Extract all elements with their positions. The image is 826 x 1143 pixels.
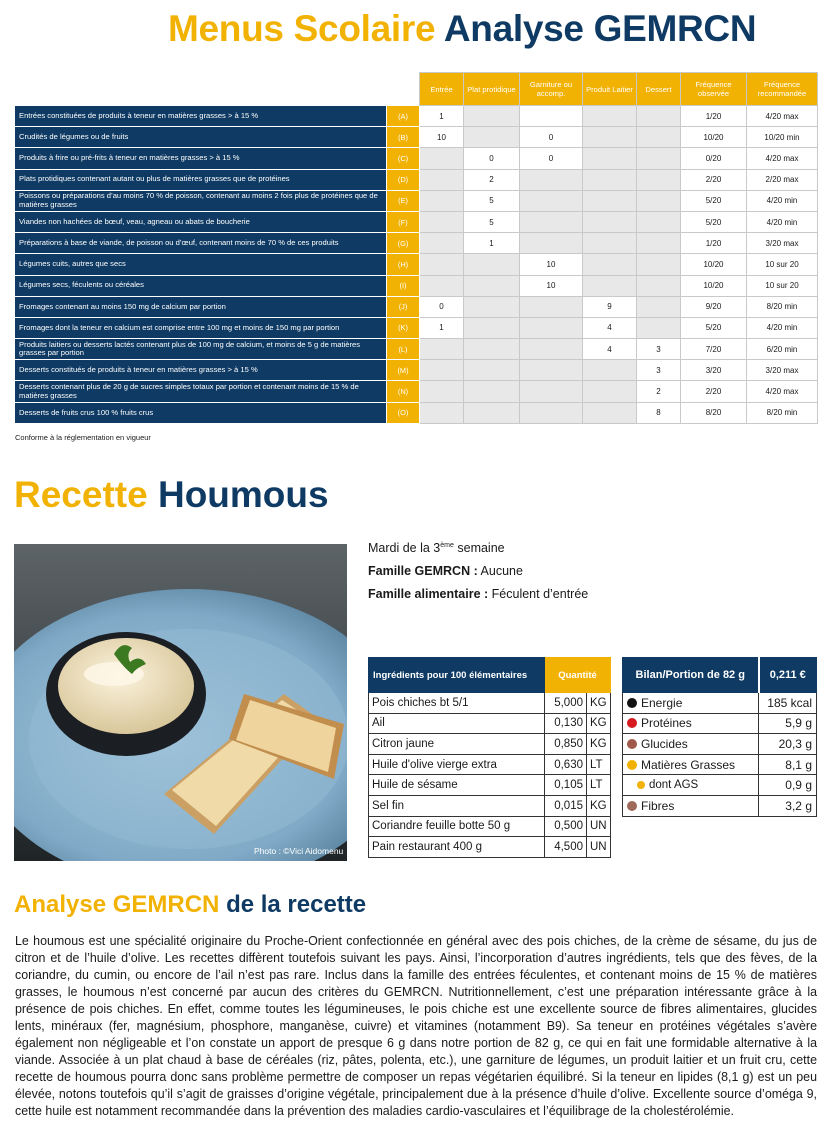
criterion-label: Poissons ou préparations d’au moins 70 % de poisson, contenant au moins 2 fois plus de protéines que de matières grasses — [15, 190, 387, 211]
cell-garniture — [520, 402, 583, 423]
criterion-code: (F) — [387, 211, 420, 232]
ingredient-name: Ail — [369, 713, 545, 734]
criterion-code: (D) — [387, 169, 420, 190]
cell-observee: 5/20 — [681, 190, 747, 211]
bullet-icon — [627, 760, 637, 770]
cell-garniture — [520, 317, 583, 338]
cell-observee: 1/20 — [681, 233, 747, 254]
bilan-nutrient — [623, 795, 759, 816]
cell-observee: 3/20 — [681, 360, 747, 381]
cell-observee: 8/20 — [681, 402, 747, 423]
ingredient-row — [369, 837, 611, 858]
bilan-row — [623, 693, 817, 714]
cell-recommandee: 6/20 min — [747, 339, 818, 360]
gemrcn-row — [15, 148, 818, 169]
header-entree: Entrée — [420, 73, 464, 106]
cell-dessert: 3 — [637, 360, 681, 381]
cell-dessert — [637, 169, 681, 190]
bilan-value: 5,9 g — [759, 713, 817, 734]
ingredient-qty: 4,500 — [545, 837, 587, 858]
cell-garniture — [520, 233, 583, 254]
cell-recommandee: 4/20 min — [747, 317, 818, 338]
criterion-label: Plats protidiques contenant autant ou plus de matières grasses que de protéines — [15, 169, 387, 190]
ingredients-table — [368, 657, 611, 858]
gemrcn-row — [15, 254, 818, 275]
cell-plat: 0 — [464, 148, 520, 169]
bilan-table — [622, 657, 817, 817]
title-part-1: Menus Scolaire — [168, 8, 436, 49]
cell-recommandee: 8/20 min — [747, 296, 818, 317]
ingredient-row — [369, 816, 611, 837]
ingredients-header-row — [369, 658, 611, 693]
bilan-row — [623, 713, 817, 734]
ingredient-name: Huile de sésame — [369, 775, 545, 796]
header-dessert: Dessert — [637, 73, 681, 106]
bilan-nutrient-label: Protéines — [641, 716, 692, 731]
ingredient-qty: 0,850 — [545, 734, 587, 755]
bilan-nutrient — [623, 693, 759, 714]
cell-recommandee: 3/20 max — [747, 360, 818, 381]
ingredients-header-qty: Quantité — [545, 658, 611, 693]
cell-entree — [420, 233, 464, 254]
cell-observee: 9/20 — [681, 296, 747, 317]
bilan-row — [623, 734, 817, 755]
cell-laitier — [583, 148, 637, 169]
criterion-label: Produits laitiers ou desserts lactés contenant plus de 100 mg de calcium, et moins de 5 g de matières grasses par portion — [15, 339, 387, 360]
cell-recommandee: 10 sur 20 — [747, 275, 818, 296]
cell-plat — [464, 275, 520, 296]
criterion-label: Crudités de légumes ou de fruits — [15, 127, 387, 148]
ingredient-name: Citron jaune — [369, 734, 545, 755]
cell-entree — [420, 402, 464, 423]
ingredients-header-name: Ingrédients pour 100 élémentaires — [369, 658, 545, 693]
cell-dessert — [637, 190, 681, 211]
cell-plat — [464, 381, 520, 402]
cell-dessert: 2 — [637, 381, 681, 402]
cell-recommandee: 4/20 min — [747, 190, 818, 211]
cell-entree — [420, 381, 464, 402]
cell-garniture — [520, 190, 583, 211]
gemrcn-row — [15, 169, 818, 190]
cell-entree — [420, 275, 464, 296]
recipe-title-part-1: Recette — [14, 474, 148, 515]
bilan-body — [623, 693, 817, 817]
recipe-photo — [14, 544, 347, 861]
criterion-code: (E) — [387, 190, 420, 211]
ingredient-unit: UN — [587, 816, 611, 837]
bullet-icon — [627, 698, 637, 708]
ingredient-row — [369, 734, 611, 755]
page-title — [168, 8, 756, 50]
bilan-row — [623, 754, 817, 775]
bilan-nutrient — [623, 713, 759, 734]
recipe-title-part-2: Houmous — [157, 474, 329, 515]
bilan-header-row — [623, 658, 817, 693]
cell-plat — [464, 127, 520, 148]
gemrcn-row — [15, 190, 818, 211]
cell-recommandee: 4/20 max — [747, 148, 818, 169]
cell-laitier — [583, 106, 637, 127]
bilan-nutrient-label: Matières Grasses — [641, 757, 736, 772]
bullet-icon — [637, 781, 645, 789]
criterion-code: (K) — [387, 317, 420, 338]
day-prefix: Mardi de la 3 — [368, 541, 441, 555]
header-blank — [15, 73, 387, 106]
analyse-paragraph: Le houmous est une spécialité originaire du Proche-Orient confectionnée en général avec des pois chiches, de la crème de sésame, du jus de citron et de l’huile d’olive. Les recettes diffèrent toutefois suivant les pays. Ainsi, l’incorporation d’autres ingrédients, tels que des fèves, de la coriandre, du cumin, ou encore de l’ail n’est pas rare. Inclus dans la famille des entrées féculentes, et contenant moins de 15 % de matières grasses, le houmous n’est concerné par aucun des critères du GEMRCN. Nutritionnellement, c’est une préparation intéressante grâce à la présence de pois chiches. En effet, comme toutes les légumineuses, le pois chiche est une excellente source de fibres alimentaires, glucides lents, minéraux (fer, magnésium, phosphore, manganèse, cuivre) et vitamines (notamment B9). Sa teneur en protéines végétales s’avère également non négligeable et l’on constate un apport de presque 6 g dans notre portion de 82 g, ce qui en fait une formidable alternative à la viande. Associée à un plat chaud à base de céréales (riz, pâtes, polenta, etc.), une garniture de légumes, un produit laitier et un fruit cru, cette recette de houmous pourra donc sans problème permettre de composer un repas végétarien équilibré. Si la teneur en lipides (8,1 g) est un peu élevée, notons toutefois qu’il s’agit de graisses d’origine végétale, principalement due à la présence d’huile d’olive. Excellente source d’oméga 9, cette huile est notamment recommandée dans la prévention des maladies cardio-vasculaires et l’équilibrage de la cholestérolémie. — [15, 934, 817, 1118]
cell-entree: 0 — [420, 296, 464, 317]
criterion-label: Desserts contenant plus de 20 g de sucres simples totaux par portion et contenant moins de 15 % de matières grasses — [15, 381, 387, 402]
cell-plat: 1 — [464, 233, 520, 254]
cell-observee: 5/20 — [681, 211, 747, 232]
cell-plat — [464, 296, 520, 317]
analyse-title — [14, 891, 366, 919]
cell-recommandee: 2/20 max — [747, 169, 818, 190]
houmous-dish-illustration — [14, 544, 347, 861]
cell-plat: 5 — [464, 211, 520, 232]
bilan-nutrient — [623, 754, 759, 775]
criterion-label: Entrées constituées de produits à teneur en matières grasses > à 15 % — [15, 106, 387, 127]
bilan-nutrient — [623, 734, 759, 755]
cell-laitier — [583, 360, 637, 381]
recipe-day — [368, 541, 505, 555]
cell-dessert — [637, 148, 681, 169]
cell-observee: 10/20 — [681, 254, 747, 275]
cell-garniture — [520, 296, 583, 317]
cell-dessert: 3 — [637, 339, 681, 360]
criterion-code: (H) — [387, 254, 420, 275]
ingredient-row — [369, 693, 611, 714]
bilan-nutrient-label: Fibres — [641, 798, 675, 813]
cell-plat — [464, 360, 520, 381]
cell-laitier: 4 — [583, 317, 637, 338]
cell-plat — [464, 339, 520, 360]
cell-dessert — [637, 233, 681, 254]
ingredient-unit: UN — [587, 837, 611, 858]
ingredient-qty: 0,130 — [545, 713, 587, 734]
bilan-value: 185 kcal — [759, 693, 817, 714]
bullet-icon — [627, 739, 637, 749]
cell-entree — [420, 339, 464, 360]
gemrcn-row — [15, 360, 818, 381]
gemrcn-body — [15, 106, 818, 424]
famille-gemrcn-value: Aucune — [477, 564, 523, 578]
famille-alim-label: Famille alimentaire : — [368, 587, 489, 601]
recipe-title — [14, 474, 329, 516]
bilan-value: 20,3 g — [759, 734, 817, 755]
photo-credit: Photo : ©Vici Aidomenu — [254, 846, 344, 856]
famille-alimentaire — [368, 587, 588, 601]
cell-entree — [420, 254, 464, 275]
bilan-row — [623, 775, 817, 796]
cell-observee: 2/20 — [681, 381, 747, 402]
cell-observee: 10/20 — [681, 275, 747, 296]
ingredient-row — [369, 754, 611, 775]
bilan-value: 8,1 g — [759, 754, 817, 775]
cell-recommandee: 4/20 max — [747, 381, 818, 402]
cell-laitier — [583, 402, 637, 423]
criterion-label: Viandes non hachées de bœuf, veau, agneau ou abats de boucherie — [15, 211, 387, 232]
cell-laitier — [583, 169, 637, 190]
criterion-label: Desserts de fruits crus 100 % fruits crus — [15, 402, 387, 423]
cell-recommandee: 4/20 max — [747, 106, 818, 127]
header-freq-recommandee: Fréquence recommandée — [747, 73, 818, 106]
conformity-note: Conforme à la réglementation en vigueur — [15, 433, 151, 442]
gemrcn-table — [14, 72, 818, 424]
cell-garniture: 10 — [520, 275, 583, 296]
criterion-label: Légumes secs, féculents ou céréales — [15, 275, 387, 296]
cell-laitier: 4 — [583, 339, 637, 360]
ingredient-unit: KG — [587, 713, 611, 734]
gemrcn-row — [15, 339, 818, 360]
criterion-code: (J) — [387, 296, 420, 317]
cell-laitier — [583, 233, 637, 254]
ingredient-qty: 0,105 — [545, 775, 587, 796]
header-plat: Plat protidique — [464, 73, 520, 106]
ingredient-unit: KG — [587, 795, 611, 816]
cell-entree — [420, 169, 464, 190]
ingredient-qty: 0,015 — [545, 795, 587, 816]
bilan-header-price: 0,211 € — [759, 658, 817, 693]
cell-recommandee: 10/20 min — [747, 127, 818, 148]
cell-dessert — [637, 211, 681, 232]
cell-garniture — [520, 360, 583, 381]
cell-plat: 2 — [464, 169, 520, 190]
ingredient-name: Sel fin — [369, 795, 545, 816]
bilan-nutrient-label: Energie — [641, 695, 683, 710]
gemrcn-row — [15, 296, 818, 317]
cell-observee: 7/20 — [681, 339, 747, 360]
cell-dessert — [637, 275, 681, 296]
criterion-code: (A) — [387, 106, 420, 127]
bilan-nutrient-label: Glucides — [641, 736, 688, 751]
ingredient-row — [369, 713, 611, 734]
gemrcn-row — [15, 381, 818, 402]
criterion-code: (O) — [387, 402, 420, 423]
cell-dessert — [637, 106, 681, 127]
cell-observee: 1/20 — [681, 106, 747, 127]
famille-alim-value: Féculent d’entrée — [488, 587, 589, 601]
bilan-nutrient-label: dont AGS — [649, 779, 699, 792]
ingredient-name: Pain restaurant 400 g — [369, 837, 545, 858]
cell-dessert — [637, 317, 681, 338]
cell-garniture — [520, 106, 583, 127]
criterion-code: (I) — [387, 275, 420, 296]
cell-recommandee: 4/20 min — [747, 211, 818, 232]
title-part-2: Analyse GEMRCN — [443, 8, 757, 49]
criterion-label: Préparations à base de viande, de poisson ou d’œuf, contenant moins de 70 % de ces produits — [15, 233, 387, 254]
cell-laitier — [583, 190, 637, 211]
ingredient-unit: LT — [587, 754, 611, 775]
ingredient-row — [369, 775, 611, 796]
criterion-label: Fromages contenant au moins 150 mg de calcium par portion — [15, 296, 387, 317]
cell-dessert: 8 — [637, 402, 681, 423]
ingredient-qty: 0,500 — [545, 816, 587, 837]
ingredient-name: Huile d'olive vierge extra — [369, 754, 545, 775]
cell-garniture: 0 — [520, 148, 583, 169]
bullet-icon — [627, 801, 637, 811]
bilan-header-label: Bilan/Portion de 82 g — [623, 658, 759, 693]
cell-plat — [464, 317, 520, 338]
ingredient-name: Coriandre feuille botte 50 g — [369, 816, 545, 837]
cell-garniture — [520, 211, 583, 232]
famille-gemrcn-label: Famille GEMRCN : — [368, 564, 478, 578]
cell-observee: 2/20 — [681, 169, 747, 190]
day-suffix: semaine — [453, 541, 505, 555]
cell-garniture: 10 — [520, 254, 583, 275]
cell-entree: 1 — [420, 317, 464, 338]
cell-entree: 1 — [420, 106, 464, 127]
cell-observee: 5/20 — [681, 317, 747, 338]
cell-laitier — [583, 275, 637, 296]
cell-laitier — [583, 254, 637, 275]
day-sup: ème — [440, 541, 454, 549]
header-laitier: Produit Laitier — [583, 73, 637, 106]
bilan-nutrient — [623, 775, 759, 796]
cell-recommandee: 8/20 min — [747, 402, 818, 423]
analyse-title-part-2: de la recette — [226, 891, 367, 918]
analyse-title-part-1: Analyse GEMRCN — [14, 891, 220, 918]
header-freq-observee: Fréquence observée — [681, 73, 747, 106]
bilan-row — [623, 795, 817, 816]
cell-recommandee: 10 sur 20 — [747, 254, 818, 275]
cell-entree: 10 — [420, 127, 464, 148]
cell-garniture: 0 — [520, 127, 583, 148]
bullet-icon — [627, 718, 637, 728]
cell-plat — [464, 106, 520, 127]
header-blank-code — [387, 73, 420, 106]
cell-dessert — [637, 254, 681, 275]
cell-laitier — [583, 211, 637, 232]
ingredients-body — [369, 693, 611, 858]
bilan-value: 0,9 g — [759, 775, 817, 796]
cell-dessert — [637, 127, 681, 148]
cell-dessert — [637, 296, 681, 317]
criterion-label: Fromages dont la teneur en calcium est comprise entre 100 mg et moins de 150 mg par portion — [15, 317, 387, 338]
criterion-code: (G) — [387, 233, 420, 254]
ingredient-name: Pois chiches bt 5/1 — [369, 693, 545, 714]
criterion-label: Légumes cuits, autres que secs — [15, 254, 387, 275]
ingredient-unit: LT — [587, 775, 611, 796]
header-garniture: Garniture ou accomp. — [520, 73, 583, 106]
cell-plat: 5 — [464, 190, 520, 211]
gemrcn-row — [15, 127, 818, 148]
cell-observee: 0/20 — [681, 148, 747, 169]
criterion-code: (M) — [387, 360, 420, 381]
bilan-value: 3,2 g — [759, 795, 817, 816]
gemrcn-row — [15, 275, 818, 296]
gemrcn-row — [15, 402, 818, 423]
cell-entree — [420, 360, 464, 381]
cell-entree — [420, 211, 464, 232]
cell-observee: 10/20 — [681, 127, 747, 148]
ingredient-qty: 5,000 — [545, 693, 587, 714]
cell-garniture — [520, 381, 583, 402]
criterion-code: (B) — [387, 127, 420, 148]
cell-recommandee: 3/20 max — [747, 233, 818, 254]
ingredient-qty: 0,630 — [545, 754, 587, 775]
ingredient-unit: KG — [587, 693, 611, 714]
cell-laitier: 9 — [583, 296, 637, 317]
gemrcn-row — [15, 211, 818, 232]
cell-plat — [464, 402, 520, 423]
gemrcn-header-row — [15, 73, 818, 106]
criterion-code: (C) — [387, 148, 420, 169]
famille-gemrcn — [368, 564, 523, 578]
criterion-code: (L) — [387, 339, 420, 360]
gemrcn-row — [15, 233, 818, 254]
ingredient-unit: KG — [587, 734, 611, 755]
cell-garniture — [520, 339, 583, 360]
cell-laitier — [583, 381, 637, 402]
cell-laitier — [583, 127, 637, 148]
cell-plat — [464, 254, 520, 275]
criterion-label: Produits à frire ou pré-frits à teneur en matières grasses > à 15 % — [15, 148, 387, 169]
cell-entree — [420, 148, 464, 169]
gemrcn-row — [15, 106, 818, 127]
gemrcn-row — [15, 317, 818, 338]
criterion-code: (N) — [387, 381, 420, 402]
cell-garniture — [520, 169, 583, 190]
cell-entree — [420, 190, 464, 211]
ingredient-row — [369, 795, 611, 816]
criterion-label: Desserts constitués de produits à teneur en matières grasses > à 15 % — [15, 360, 387, 381]
